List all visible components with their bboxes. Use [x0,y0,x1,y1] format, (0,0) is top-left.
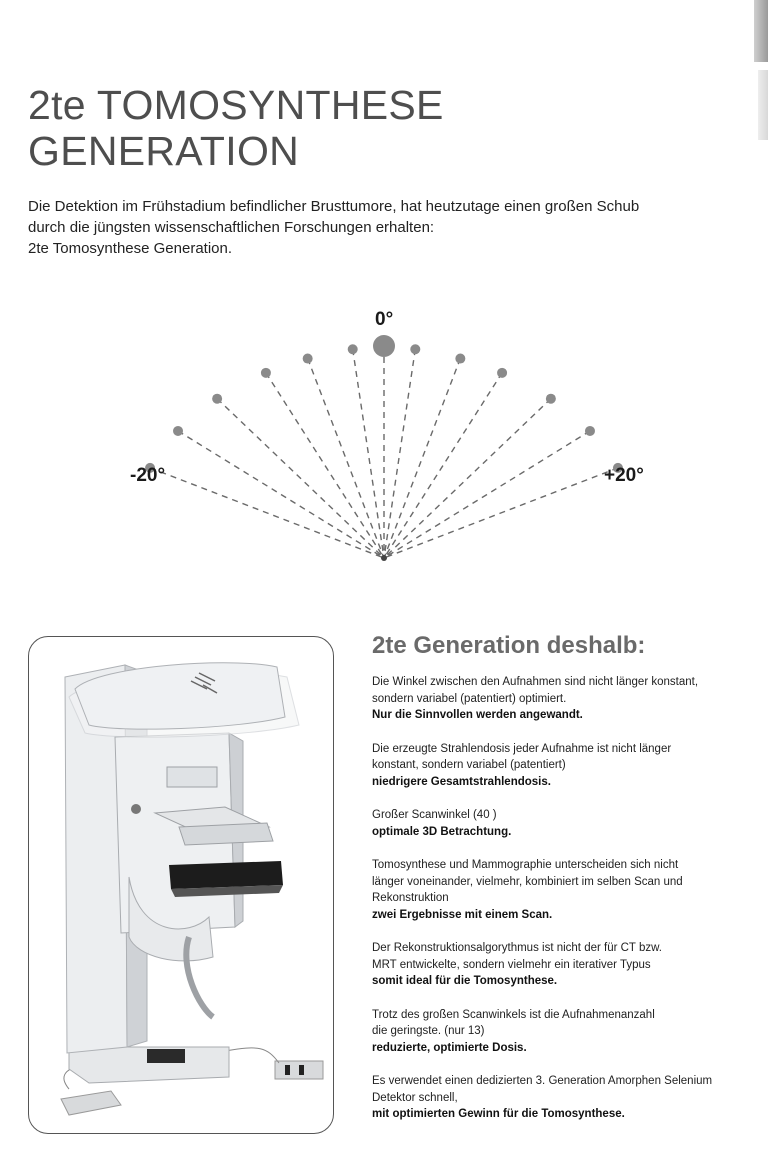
scan-angle-diagram [0,300,768,580]
detector-plate [169,861,283,897]
info-highlight: optimale 3D Betrachtung. [372,825,512,838]
scan-ray-line [384,373,502,558]
info-block [372,940,752,990]
info-line: sondern variabel (patentiert) optimiert. [372,692,567,705]
info-line: Detektor schnell, [372,1091,458,1104]
info-line: Großer Scanwinkel (40 ) [372,809,497,821]
info-line: länger voneinander, vielmehr, kombiniert im selben Scan und [372,875,683,888]
page-edge-tab-shadow [758,70,768,140]
source-position-center-dot [373,335,395,357]
scan-ray-line [353,349,384,558]
scan-ray-line [178,431,384,558]
info-highlight: zwei Ergebnisse mit einem Scan. [372,908,553,921]
machine-image-card [28,636,334,1134]
scan-ray-line [266,373,384,558]
info-highlight: somit ideal für die Tomosynthese. [372,975,558,987]
angle-label-minus-20: -20° [130,465,166,486]
info-line: Trotz des großen Scanwinkels ist die Aufnahmenanzahl [372,1008,655,1021]
intro-line: Die Detektion im Frühstadium befindlicher Brusttumore, hat heutzutage einen großen Schub [28,198,640,215]
source-position-dot [173,426,183,436]
intro-paragraph [28,196,748,259]
info-block [372,807,752,840]
source-position-dot [585,426,595,436]
info-line: Die erzeugte Strahlendosis jeder Aufnahme ist nicht länger [372,742,672,755]
page-title [28,82,444,174]
info-highlight: reduzierte, optimierte Dosis. [372,1041,527,1054]
scan-ray-line [384,431,590,558]
foot-pedal-right [275,1061,323,1079]
scan-ray-line [217,399,384,558]
info-highlight: Nur die Sinnvollen werden angewandt. [372,709,583,721]
info-line: MRT entwickelte, sondern vielmehr ein iterativer Typus [372,958,651,971]
scan-ray-line [384,349,415,558]
source-position-dot [410,344,420,354]
source-position-dot [303,354,313,364]
focal-point-dot [381,555,387,561]
info-highlight: niedrigere Gesamtstrahlendosis. [372,775,551,788]
source-position-dot [497,368,507,378]
foot-pedal-left [29,1091,121,1115]
info-block [372,1073,752,1123]
info-section [372,632,752,1140]
info-block [372,741,752,791]
info-line: Es verwendet einen dedizierten 3. Generation Amorphen Selenium [372,1075,713,1087]
info-heading: 2te Generation deshalb: [372,632,646,659]
info-block [372,674,752,724]
info-block [372,857,752,923]
scan-ray-line [384,468,618,558]
info-line: Die Winkel zwischen den Aufnahmen sind nicht länger konstant, [372,676,699,688]
scan-ray-line [150,468,384,558]
info-block [372,1007,752,1057]
source-position-dot [455,354,465,364]
info-line: konstant, sondern variabel (patentiert) [372,759,566,771]
info-line: Tomosynthese und Mammographie unterscheiden sich nicht [372,859,679,871]
page-edge-tab [754,0,768,62]
page-title-line-1: 2te TOMOSYNTHESE [28,82,444,128]
mammography-machine-illustration [29,637,333,1133]
info-highlight: mit optimierten Gewinn für die Tomosynthese. [372,1108,625,1120]
angle-label-plus-20: +20° [604,465,644,486]
machine-base [69,1047,229,1083]
angle-label-zero: 0° [375,309,394,330]
source-position-dot [212,394,222,404]
source-position-dot [348,344,358,354]
info-line: die geringste. (nur 13) [372,1025,485,1037]
info-line: Der Rekonstruktionsalgorythmus ist nicht der für CT bzw. [372,942,662,954]
source-position-dot [261,368,271,378]
scan-ray-line [308,359,384,558]
scan-ray-line [384,399,551,558]
intro-line: durch die jüngsten wissenschaftlichen Forschungen erhalten: [28,219,435,236]
scan-ray-line [384,359,460,558]
intro-line: 2te Tomosynthese Generation. [28,240,233,257]
source-position-dot [546,394,556,404]
page-title-line-2: GENERATION [28,128,300,174]
info-line: Rekonstruktion [372,892,449,904]
